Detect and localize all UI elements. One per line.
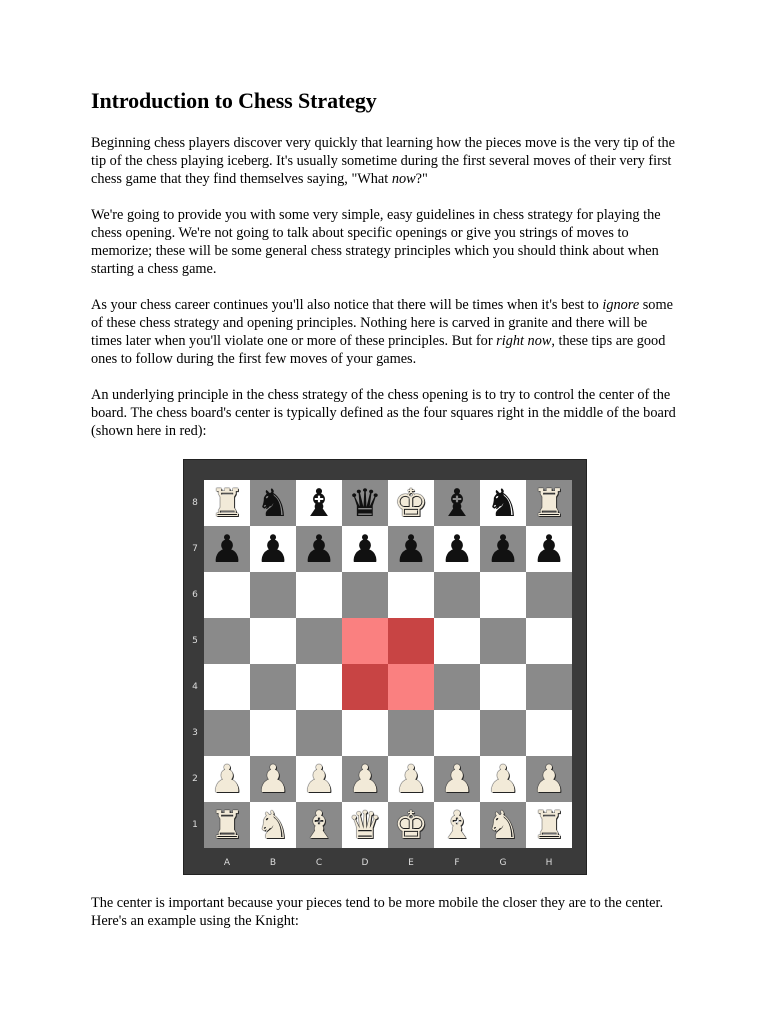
rank-label-2: 2 [192,774,198,784]
paragraph-ignore [91,296,681,368]
board-square-b2 [250,756,296,802]
board-square-g4 [480,664,526,710]
board-square-h2 [526,756,572,802]
board-square-b7 [250,526,296,572]
black-knight-icon: ♞ [255,481,291,525]
board-square-b5 [250,618,296,664]
p1-emphasis: now [391,171,416,187]
board-square-f7 [434,526,480,572]
board-square-f1 [434,802,480,848]
file-label-e: E [408,858,414,868]
board-square-g3 [480,710,526,756]
board-square-g5 [480,618,526,664]
board-square-a4 [204,664,250,710]
black-pawn-icon: ♟ [393,527,429,571]
p3-emphasis-ignore: ignore [602,297,640,313]
file-label-h: H [545,858,553,868]
black-pawn-icon: ♟ [347,527,383,571]
board-square-h4 [526,664,572,710]
white-knight-icon: ♞ [255,803,291,847]
board-square-g8 [480,480,526,526]
board-square-e7 [388,526,434,572]
rank-label-7: 7 [192,544,198,554]
black-bishop-icon: ♝ [439,481,475,525]
white-pawn-icon: ♟ [301,757,337,801]
white-knight-icon: ♞ [485,803,521,847]
white-rook-icon: ♜ [209,803,245,847]
white-pawn-icon: ♟ [485,757,521,801]
board-square-h3 [526,710,572,756]
white-pawn-icon: ♟ [439,757,475,801]
rank-label-6: 6 [192,590,198,600]
board-square-h6 [526,572,572,618]
file-label-g: G [499,858,507,868]
board-square-h7 [526,526,572,572]
white-rook-icon: ♜ [531,481,567,525]
board-square-e8 [388,480,434,526]
rank-label-8: 8 [192,498,198,508]
white-pawn-icon: ♟ [347,757,383,801]
article [91,88,681,458]
board-square-f3 [434,710,480,756]
board-square-b1 [250,802,296,848]
center-square-d5 [342,618,388,664]
white-rook-icon: ♜ [531,803,567,847]
board-square-b6 [250,572,296,618]
board-square-a7 [204,526,250,572]
black-pawn-icon: ♟ [485,527,521,571]
board-square-c1 [296,802,342,848]
p1-text-a: Beginning chess players discover very quickly that learning how the pieces move is the very tip of the tip of the chess playing iceberg. It's usually sometime during the first several moves of their very first chess game that they find themselves saying, "What [91,135,676,187]
board-square-g7 [480,526,526,572]
board-square-h8 [526,480,572,526]
board-square-e6 [388,572,434,618]
board-square-d7 [342,526,388,572]
board-square-e2 [388,756,434,802]
chess-board-diagram [183,459,587,875]
board-square-a8 [204,480,250,526]
rank-label-1: 1 [192,820,198,830]
p3-text-b: some of these chess strategy and opening principles. Nothing here is carved in granite and there will be times later when you'll violate one or more of these principles. But for [91,297,673,349]
board-square-f5 [434,618,480,664]
board-square-c2 [296,756,342,802]
board-square-b3 [250,710,296,756]
white-pawn-icon: ♟ [393,757,429,801]
board-square-a5 [204,618,250,664]
black-queen-icon: ♛ [347,481,383,525]
board-square-h1 [526,802,572,848]
board-square-c3 [296,710,342,756]
board-square-c7 [296,526,342,572]
board-square-a3 [204,710,250,756]
board-square-c8 [296,480,342,526]
white-king-icon: ♚ [393,481,429,525]
board-square-g1 [480,802,526,848]
rank-label-5: 5 [192,636,198,646]
center-square-e4 [388,664,434,710]
black-pawn-icon: ♟ [439,527,475,571]
board-square-c5 [296,618,342,664]
board-square-c4 [296,664,342,710]
white-pawn-icon: ♟ [255,757,291,801]
white-queen-icon: ♛ [347,803,383,847]
white-bishop-icon: ♝ [301,803,337,847]
black-knight-icon: ♞ [485,481,521,525]
board-square-a2 [204,756,250,802]
board-square-d3 [342,710,388,756]
board-square-b4 [250,664,296,710]
board-square-f6 [434,572,480,618]
p3-text-c: , these tips are good ones to follow during the first few moves of your games. [91,333,666,367]
board-square-h5 [526,618,572,664]
black-pawn-icon: ♟ [301,527,337,571]
chess-board-grid [204,480,572,848]
paragraph-guidelines: We're going to provide you with some very simple, easy guidelines in chess strategy for playing the chess opening. We're not going to talk about specific openings or give you strings of moves to memorize; these will be some general chess strategy principles which you should think about when starting a chess game. [91,207,661,277]
black-pawn-icon: ♟ [255,527,291,571]
rank-label-4: 4 [192,682,198,692]
board-square-e3 [388,710,434,756]
file-label-f: F [454,858,460,868]
board-square-g6 [480,572,526,618]
black-pawn-icon: ♟ [209,527,245,571]
board-square-f2 [434,756,480,802]
paragraph-knight: The center is important because your pieces tend to be more mobile the closer they are to the center. Here's an example using the Knight: [91,895,664,929]
center-square-d4 [342,664,388,710]
board-square-d8 [342,480,388,526]
p1-text-b: ?" [415,171,428,187]
file-label-a: A [223,858,231,868]
file-label-d: D [361,858,369,868]
p3-text-a: As your chess career continues you'll also notice that there will be times when it's best to [91,297,603,313]
white-bishop-icon: ♝ [439,803,475,847]
board-square-d6 [342,572,388,618]
white-rook-icon: ♜ [209,481,245,525]
black-pawn-icon: ♟ [531,527,567,571]
file-label-b: B [269,858,277,868]
board-square-e1 [388,802,434,848]
board-square-c6 [296,572,342,618]
white-king-icon: ♚ [393,803,429,847]
page-title: Introduction to Chess Strategy [91,88,377,113]
rank-label-3: 3 [192,728,198,738]
article-continued [91,894,681,948]
board-square-f8 [434,480,480,526]
p3-emphasis-right-now: right now [496,333,552,349]
board-square-a1 [204,802,250,848]
paragraph-intro [91,134,681,188]
board-square-b8 [250,480,296,526]
board-square-f4 [434,664,480,710]
board-square-d1 [342,802,388,848]
center-square-e5 [388,618,434,664]
white-pawn-icon: ♟ [531,757,567,801]
white-pawn-icon: ♟ [209,757,245,801]
board-square-g2 [480,756,526,802]
paragraph-center: An underlying principle in the chess strategy of the chess opening is to try to control the center of the board. The chess board's center is typically defined as the four squares right in the middle of the board (shown here in red): [91,387,676,439]
file-label-c: C [315,858,323,868]
black-bishop-icon: ♝ [301,481,337,525]
board-square-d2 [342,756,388,802]
board-square-a6 [204,572,250,618]
